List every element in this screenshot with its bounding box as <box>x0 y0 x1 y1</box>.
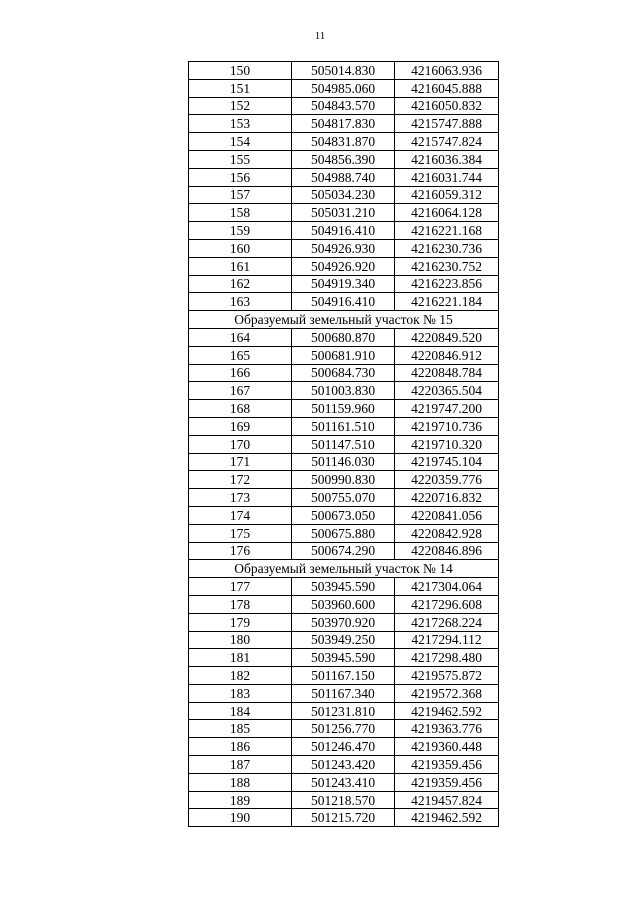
table-row <box>189 631 499 649</box>
point-number-cell: 178 <box>189 595 292 613</box>
y-coordinate-cell: 4216063.936 <box>395 62 499 80</box>
table-row <box>189 489 499 507</box>
y-coordinate-cell: 4216059.312 <box>395 186 499 204</box>
point-number-cell: 171 <box>189 453 292 471</box>
section-title-row <box>189 560 499 578</box>
y-coordinate-cell: 4217304.064 <box>395 578 499 596</box>
page-number: 11 <box>314 30 326 42</box>
y-coordinate-cell: 4220848.784 <box>395 364 499 382</box>
x-coordinate-cell: 503949.250 <box>292 631 395 649</box>
point-number-cell: 158 <box>189 204 292 222</box>
y-coordinate-cell: 4219457.824 <box>395 791 499 809</box>
y-coordinate-cell: 4217268.224 <box>395 613 499 631</box>
table-row <box>189 346 499 364</box>
x-coordinate-cell: 503945.590 <box>292 649 395 667</box>
x-coordinate-cell: 500673.050 <box>292 506 395 524</box>
table-row <box>189 204 499 222</box>
y-coordinate-cell: 4216221.168 <box>395 222 499 240</box>
point-number-cell: 182 <box>189 667 292 685</box>
y-coordinate-cell: 4219360.448 <box>395 738 499 756</box>
table-row <box>189 773 499 791</box>
point-number-cell: 169 <box>189 417 292 435</box>
x-coordinate-cell: 501159.960 <box>292 400 395 418</box>
x-coordinate-cell: 504856.390 <box>292 150 395 168</box>
table-row <box>189 417 499 435</box>
y-coordinate-cell: 4220841.056 <box>395 506 499 524</box>
x-coordinate-cell: 501218.570 <box>292 791 395 809</box>
y-coordinate-cell: 4216221.184 <box>395 293 499 311</box>
point-number-cell: 161 <box>189 257 292 275</box>
point-number-cell: 166 <box>189 364 292 382</box>
point-number-cell: 164 <box>189 328 292 346</box>
x-coordinate-cell: 501246.470 <box>292 738 395 756</box>
point-number-cell: 154 <box>189 133 292 151</box>
x-coordinate-cell: 500755.070 <box>292 489 395 507</box>
x-coordinate-cell: 504919.340 <box>292 275 395 293</box>
y-coordinate-cell: 4219462.592 <box>395 809 499 827</box>
table-row <box>189 62 499 80</box>
y-coordinate-cell: 4215747.824 <box>395 133 499 151</box>
table-row <box>189 115 499 133</box>
point-number-cell: 181 <box>189 649 292 667</box>
x-coordinate-cell: 501215.720 <box>292 809 395 827</box>
x-coordinate-cell: 501243.420 <box>292 756 395 774</box>
table-row <box>189 506 499 524</box>
point-number-cell: 152 <box>189 97 292 115</box>
table-row <box>189 239 499 257</box>
point-number-cell: 180 <box>189 631 292 649</box>
x-coordinate-cell: 501167.150 <box>292 667 395 685</box>
y-coordinate-cell: 4219747.200 <box>395 400 499 418</box>
y-coordinate-cell: 4220846.896 <box>395 542 499 560</box>
y-coordinate-cell: 4216230.752 <box>395 257 499 275</box>
point-number-cell: 186 <box>189 738 292 756</box>
table-row <box>189 275 499 293</box>
x-coordinate-cell: 503970.920 <box>292 613 395 631</box>
table-row <box>189 168 499 186</box>
y-coordinate-cell: 4217294.112 <box>395 631 499 649</box>
table-row <box>189 435 499 453</box>
y-coordinate-cell: 4216064.128 <box>395 204 499 222</box>
y-coordinate-cell: 4217296.608 <box>395 595 499 613</box>
x-coordinate-cell: 504988.740 <box>292 168 395 186</box>
point-number-cell: 188 <box>189 773 292 791</box>
point-number-cell: 183 <box>189 684 292 702</box>
y-coordinate-cell: 4219363.776 <box>395 720 499 738</box>
table-row <box>189 257 499 275</box>
x-coordinate-cell: 500684.730 <box>292 364 395 382</box>
y-coordinate-cell: 4219575.872 <box>395 667 499 685</box>
table-row <box>189 756 499 774</box>
y-coordinate-cell: 4220359.776 <box>395 471 499 489</box>
x-coordinate-cell: 503960.600 <box>292 595 395 613</box>
x-coordinate-cell: 501167.340 <box>292 684 395 702</box>
y-coordinate-cell: 4220849.520 <box>395 328 499 346</box>
table-row <box>189 809 499 827</box>
point-number-cell: 185 <box>189 720 292 738</box>
point-number-cell: 165 <box>189 346 292 364</box>
table-row <box>189 453 499 471</box>
table-row <box>189 595 499 613</box>
coordinates-table-body <box>189 62 499 827</box>
point-number-cell: 175 <box>189 524 292 542</box>
table-row <box>189 791 499 809</box>
table-row <box>189 133 499 151</box>
point-number-cell: 151 <box>189 79 292 97</box>
x-coordinate-cell: 501243.410 <box>292 773 395 791</box>
y-coordinate-cell: 4216045.888 <box>395 79 499 97</box>
point-number-cell: 187 <box>189 756 292 774</box>
point-number-cell: 160 <box>189 239 292 257</box>
y-coordinate-cell: 4219710.736 <box>395 417 499 435</box>
y-coordinate-cell: 4219462.592 <box>395 702 499 720</box>
point-number-cell: 172 <box>189 471 292 489</box>
y-coordinate-cell: 4216036.384 <box>395 150 499 168</box>
point-number-cell: 184 <box>189 702 292 720</box>
x-coordinate-cell: 505014.830 <box>292 62 395 80</box>
x-coordinate-cell: 504831.870 <box>292 133 395 151</box>
y-coordinate-cell: 4219572.368 <box>395 684 499 702</box>
x-coordinate-cell: 503945.590 <box>292 578 395 596</box>
table-row <box>189 738 499 756</box>
section-title: Образуемый земельный участок № 15 <box>189 311 499 329</box>
point-number-cell: 170 <box>189 435 292 453</box>
y-coordinate-cell: 4219359.456 <box>395 773 499 791</box>
x-coordinate-cell: 504916.410 <box>292 222 395 240</box>
table-row <box>189 400 499 418</box>
y-coordinate-cell: 4220716.832 <box>395 489 499 507</box>
table-row <box>189 684 499 702</box>
y-coordinate-cell: 4219710.320 <box>395 435 499 453</box>
x-coordinate-cell: 505034.230 <box>292 186 395 204</box>
point-number-cell: 157 <box>189 186 292 204</box>
x-coordinate-cell: 504916.410 <box>292 293 395 311</box>
point-number-cell: 173 <box>189 489 292 507</box>
y-coordinate-cell: 4220842.928 <box>395 524 499 542</box>
y-coordinate-cell: 4220846.912 <box>395 346 499 364</box>
x-coordinate-cell: 504817.830 <box>292 115 395 133</box>
y-coordinate-cell: 4216050.832 <box>395 97 499 115</box>
y-coordinate-cell: 4217298.480 <box>395 649 499 667</box>
table-row <box>189 613 499 631</box>
table-row <box>189 222 499 240</box>
table-row <box>189 150 499 168</box>
point-number-cell: 189 <box>189 791 292 809</box>
point-number-cell: 159 <box>189 222 292 240</box>
point-number-cell: 177 <box>189 578 292 596</box>
point-number-cell: 179 <box>189 613 292 631</box>
x-coordinate-cell: 500675.880 <box>292 524 395 542</box>
point-number-cell: 153 <box>189 115 292 133</box>
table-row <box>189 524 499 542</box>
point-number-cell: 190 <box>189 809 292 827</box>
section-title-row <box>189 311 499 329</box>
x-coordinate-cell: 501231.810 <box>292 702 395 720</box>
point-number-cell: 150 <box>189 62 292 80</box>
table-row <box>189 293 499 311</box>
table-row <box>189 97 499 115</box>
x-coordinate-cell: 504926.930 <box>292 239 395 257</box>
y-coordinate-cell: 4216223.856 <box>395 275 499 293</box>
point-number-cell: 174 <box>189 506 292 524</box>
point-number-cell: 163 <box>189 293 292 311</box>
point-number-cell: 176 <box>189 542 292 560</box>
y-coordinate-cell: 4220365.504 <box>395 382 499 400</box>
point-number-cell: 156 <box>189 168 292 186</box>
table-row <box>189 328 499 346</box>
point-number-cell: 162 <box>189 275 292 293</box>
x-coordinate-cell: 501256.770 <box>292 720 395 738</box>
table-row <box>189 578 499 596</box>
x-coordinate-cell: 504985.060 <box>292 79 395 97</box>
x-coordinate-cell: 500681.910 <box>292 346 395 364</box>
x-coordinate-cell: 501161.510 <box>292 417 395 435</box>
y-coordinate-cell: 4219359.456 <box>395 756 499 774</box>
x-coordinate-cell: 500674.290 <box>292 542 395 560</box>
table-row <box>189 720 499 738</box>
x-coordinate-cell: 501146.030 <box>292 453 395 471</box>
table-row <box>189 186 499 204</box>
x-coordinate-cell: 505031.210 <box>292 204 395 222</box>
coordinates-table <box>188 61 499 827</box>
table-row <box>189 382 499 400</box>
table-row <box>189 471 499 489</box>
table-row <box>189 702 499 720</box>
y-coordinate-cell: 4215747.888 <box>395 115 499 133</box>
y-coordinate-cell: 4216031.744 <box>395 168 499 186</box>
table-row <box>189 364 499 382</box>
x-coordinate-cell: 500680.870 <box>292 328 395 346</box>
point-number-cell: 167 <box>189 382 292 400</box>
table-row <box>189 649 499 667</box>
table-row <box>189 79 499 97</box>
point-number-cell: 155 <box>189 150 292 168</box>
x-coordinate-cell: 501003.830 <box>292 382 395 400</box>
x-coordinate-cell: 500990.830 <box>292 471 395 489</box>
x-coordinate-cell: 504843.570 <box>292 97 395 115</box>
table-row <box>189 542 499 560</box>
x-coordinate-cell: 501147.510 <box>292 435 395 453</box>
y-coordinate-cell: 4219745.104 <box>395 453 499 471</box>
y-coordinate-cell: 4216230.736 <box>395 239 499 257</box>
section-title: Образуемый земельный участок № 14 <box>189 560 499 578</box>
point-number-cell: 168 <box>189 400 292 418</box>
table-row <box>189 667 499 685</box>
x-coordinate-cell: 504926.920 <box>292 257 395 275</box>
